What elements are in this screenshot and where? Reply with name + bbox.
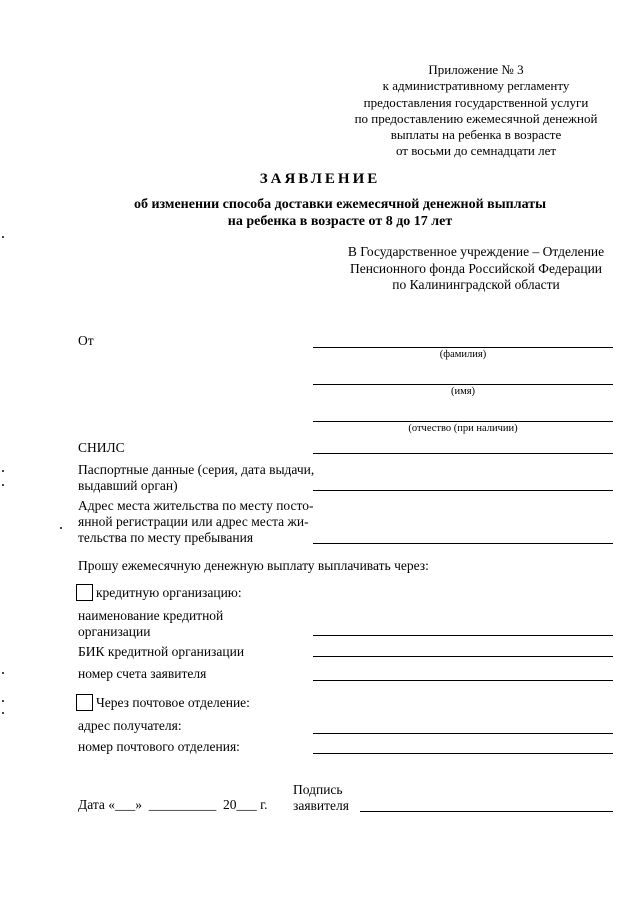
subtitle-line: на ребенка в возрасте от 8 до 17 лет — [227, 214, 453, 229]
name-field[interactable] — [313, 384, 613, 385]
bank-name-field[interactable] — [313, 635, 613, 636]
credit-org-checkbox[interactable] — [76, 584, 93, 601]
passport-field[interactable] — [313, 490, 613, 491]
scan-mark — [2, 470, 4, 472]
bik-field[interactable] — [313, 656, 613, 657]
addressee-line: Пенсионного фонда Российской Федерации — [349, 260, 603, 276]
credit-org-option-label: кредитную организацию: — [96, 585, 242, 600]
surname-caption: (фамилия) — [439, 349, 487, 360]
annex-line: Приложение № 3 — [428, 62, 524, 77]
annex-line: по предоставлению ежемесячной денежной — [354, 110, 598, 126]
recipient-address-field[interactable] — [313, 733, 613, 734]
signature-label-line: Подпись — [293, 782, 343, 797]
annex-line: предоставления государственной услуги — [363, 94, 589, 110]
addressee-block — [340, 244, 612, 294]
snils-label: СНИЛС — [78, 440, 125, 455]
name-caption: (имя) — [450, 386, 476, 397]
annex-line: к административному регламенту — [382, 78, 570, 94]
recipient-address-label: адрес получателя: — [78, 718, 182, 733]
patronymic-field[interactable] — [313, 421, 613, 422]
snils-field[interactable] — [313, 453, 613, 454]
document-title: ЗАЯВЛЕНИЕ — [259, 171, 381, 187]
annex-line: выплаты на ребенка в возрасте — [390, 127, 562, 143]
addressee-line: В Государственное учреждение – Отделение — [347, 244, 605, 259]
from-label: От — [78, 333, 94, 348]
signature-label — [293, 782, 349, 814]
subtitle-line: об изменении способа доставки ежемесячной денежной выплаты — [133, 197, 547, 212]
surname-field[interactable] — [313, 347, 613, 348]
request-text: Прошу ежемесячную денежную выплату выплачивать через: — [78, 558, 429, 573]
account-field[interactable] — [313, 680, 613, 681]
bank-name-label-line: наименование кредитной — [78, 608, 224, 623]
post-office-option-label: Через почтовое отделение: — [96, 695, 250, 710]
annex-line: от восьми до семнадцати лет — [395, 143, 557, 159]
patronymic-caption: (отчество (при наличии) — [408, 423, 518, 434]
passport-label — [78, 462, 314, 494]
address-field[interactable] — [313, 543, 613, 544]
scan-mark — [2, 236, 4, 238]
address-label — [78, 498, 313, 546]
bank-name-label — [78, 608, 223, 640]
scan-mark — [60, 527, 62, 529]
addressee-line: по Калининградской области — [392, 277, 560, 292]
account-label: номер счета заявителя — [78, 666, 207, 681]
scan-mark — [2, 672, 4, 674]
address-label-line: янной регистрации или адрес места жи- — [78, 514, 309, 529]
bank-name-label-line: организации — [78, 624, 151, 639]
address-label-line: Адрес места жительства по месту посто- — [78, 498, 314, 513]
signature-field[interactable] — [360, 811, 613, 812]
post-office-number-field[interactable] — [313, 753, 613, 754]
scan-mark — [2, 712, 4, 714]
scan-mark — [2, 700, 4, 702]
passport-label-line: Паспортные данные (серия, дата выдачи, — [78, 462, 315, 477]
annex-header — [340, 62, 612, 160]
date-field[interactable]: Дата «___» __________ 20___ г. — [78, 797, 268, 812]
scan-mark — [2, 484, 4, 486]
document-subtitle — [120, 196, 560, 230]
bik-label: БИК кредитной организации — [78, 644, 245, 659]
post-office-number-label: номер почтового отделения: — [78, 739, 240, 754]
signature-label-line: заявителя — [293, 798, 349, 813]
passport-label-line: выдавший орган) — [78, 478, 178, 493]
post-office-checkbox[interactable] — [76, 694, 93, 711]
address-label-line: тельства по месту пребывания — [78, 530, 254, 545]
